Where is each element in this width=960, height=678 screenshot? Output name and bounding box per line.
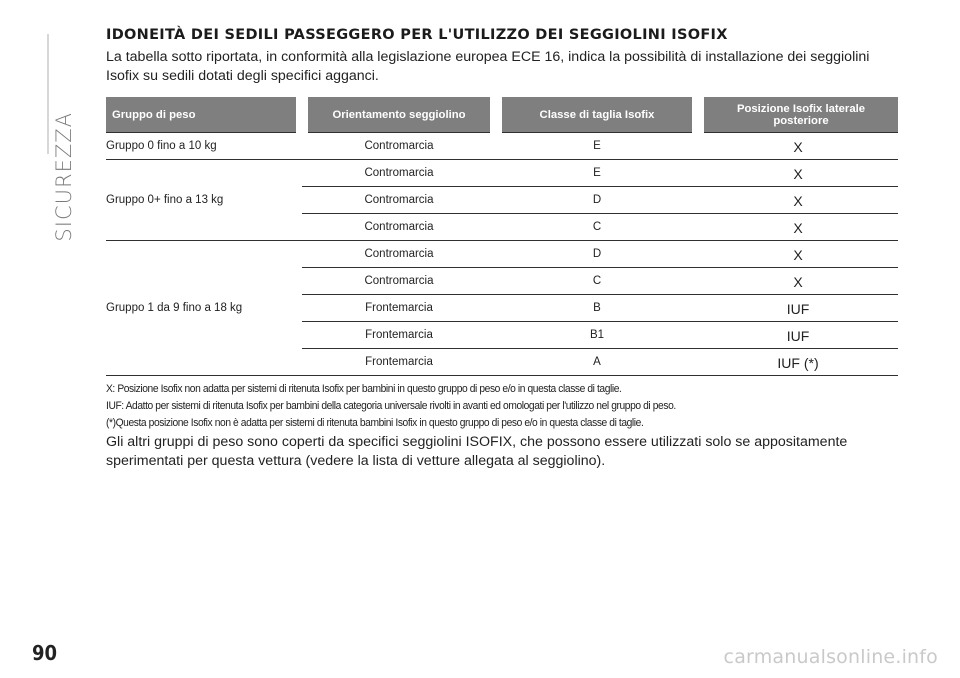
size-class-cell: B1 [496, 322, 698, 349]
size-class-cell: D [496, 187, 698, 214]
position-cell: IUF [698, 295, 898, 322]
main-content [106, 27, 901, 471]
position-cell: X [698, 187, 898, 214]
outro-paragraph: Gli altri gruppi di peso sono coperti da specifici seggiolini ISOFIX, che possono essere utilizzati solo se appositamente sperimentati per questa vettura (vedere la lista di vetture allegata al seggiolino). [106, 434, 848, 469]
orientation-cell: Frontemarcia [302, 295, 496, 322]
table-row [106, 133, 898, 160]
header-orientation: Orientamento seggiolino [302, 97, 496, 133]
intro-paragraph: La tabella sotto riportata, in conformità alla legislazione europea ECE 16, indica la possibilità di installazione dei seggiolini Isofix su sedili dotati degli specifici agganci. [106, 49, 870, 84]
header-position: Posizione Isofix laterale posteriore [698, 97, 898, 133]
position-cell: X [698, 241, 898, 268]
section-side-bar [47, 34, 49, 154]
orientation-cell: Frontemarcia [302, 349, 496, 376]
legend-notes [106, 382, 901, 430]
position-cell: X [698, 133, 898, 160]
table-body [106, 133, 898, 376]
size-class-cell: C [496, 214, 698, 241]
position-cell: X [698, 160, 898, 187]
size-class-cell: D [496, 241, 698, 268]
isofix-table [106, 97, 898, 376]
position-cell: X [698, 268, 898, 295]
size-class-cell: A [496, 349, 698, 376]
size-class-cell: B [496, 295, 698, 322]
orientation-cell: Frontemarcia [302, 322, 496, 349]
note-iuf: IUF: Adatto per sistemi di ritenuta Isofix per bambini della categoria universale rivolti in avanti ed omologati per l'utilizzo nel gruppo di peso. [106, 400, 676, 412]
section-title: IDONEITÀ DEI SEDILI PASSEGGERO PER L'UTILIZZO DEI SEGGIOLINI ISOFIX [106, 27, 728, 43]
size-class-cell: E [496, 133, 698, 160]
weight-group-cell: Gruppo 0+ fino a 13 kg [106, 160, 302, 241]
watermark: carmanualsonline.info [723, 646, 938, 668]
header-size-class: Classe di taglia Isofix [496, 97, 698, 133]
orientation-cell: Contromarcia [302, 241, 496, 268]
size-class-cell: C [496, 268, 698, 295]
table-row [106, 241, 898, 268]
header-weight-group: Gruppo di peso [106, 97, 302, 133]
weight-group-cell: Gruppo 0 fino a 10 kg [106, 133, 302, 160]
position-cell: IUF (*) [698, 349, 898, 376]
orientation-cell: Contromarcia [302, 214, 496, 241]
section-label: SICUREZZA [52, 112, 76, 242]
orientation-cell: Contromarcia [302, 133, 496, 160]
orientation-cell: Contromarcia [302, 187, 496, 214]
weight-group-cell: Gruppo 1 da 9 fino a 18 kg [106, 241, 302, 376]
orientation-cell: Contromarcia [302, 160, 496, 187]
page-number: 90 [32, 641, 58, 665]
note-asterisk: (*)Questa posizione Isofix non è adatta per sistemi di ritenuta bambini Isofix in questo gruppo di peso e/o in questa classe di taglie. [106, 417, 644, 429]
table-row [106, 160, 898, 187]
note-x: X: Posizione Isofix non adatta per sistemi di ritenuta Isofix per bambini in questo gruppo di peso e/o in questa classe di taglie. [106, 383, 622, 395]
table-header-row [106, 97, 898, 133]
size-class-cell: E [496, 160, 698, 187]
position-cell: X [698, 214, 898, 241]
position-cell: IUF [698, 322, 898, 349]
orientation-cell: Contromarcia [302, 268, 496, 295]
